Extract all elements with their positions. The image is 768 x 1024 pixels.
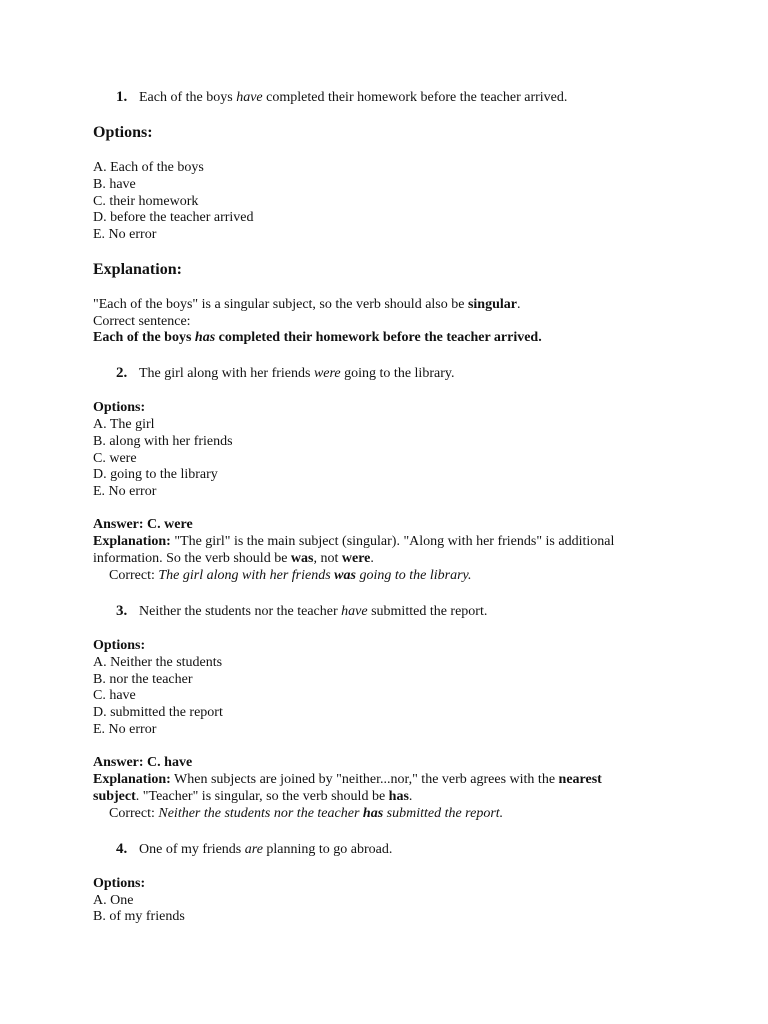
option-item: E. No error [93, 484, 157, 499]
option-item: A. Neither the students [93, 655, 223, 670]
answer: Answer: C. have [93, 755, 193, 770]
question-error-word: were [313, 366, 341, 381]
question-number: 1. [116, 89, 128, 105]
option-item: E. No error [93, 722, 157, 737]
option-item: B. of my friends [93, 909, 185, 924]
option-item: C. have [93, 688, 136, 703]
answer: Answer: C. were [93, 517, 193, 532]
option-item: A. One [93, 893, 134, 908]
explanation-text [93, 788, 412, 805]
explanation-text-part: When subjects are joined by "neither...nor," the verb agrees with the [170, 772, 559, 787]
question-error-word: have [341, 604, 368, 619]
options-heading: Options: [93, 638, 146, 653]
explanation-text-part: . [516, 297, 521, 312]
explanation-text [93, 533, 614, 550]
option-item: B. have [93, 177, 136, 192]
explanation-label: Explanation: [93, 534, 171, 549]
question-text: submitted the report. [367, 604, 488, 619]
correct-text-part: Each of the boys [93, 330, 195, 345]
option-item: D. submitted the report [93, 705, 223, 720]
option-item: B. along with her friends [93, 434, 233, 449]
option-item: E. No error [93, 227, 157, 242]
question-number: 3. [116, 603, 128, 619]
correct-verb: has [194, 330, 216, 345]
option-item: D. going to the library [93, 467, 218, 482]
question-number: 4. [116, 841, 128, 857]
option-item: D. before the teacher arrived [93, 210, 254, 225]
correct-sentence [93, 329, 542, 346]
explanation-text-part: "Each of the boys" is a singular subject, so the verb should also be [93, 297, 468, 312]
correct-sentence [109, 805, 503, 822]
question-text: Each of the boys [139, 90, 237, 105]
explanation-emphasis: were [341, 551, 371, 566]
explanation-text-part: "The girl" is the main subject (singular). "Along with her friends" is additional [170, 534, 615, 549]
correct-text-part: submitted the report. [383, 806, 504, 821]
option-item: B. nor the teacher [93, 672, 193, 687]
option-item: C. were [93, 451, 137, 466]
correct-sentence [109, 567, 471, 584]
question-2 [116, 365, 454, 382]
correct-text-part: going to the library. [355, 568, 472, 583]
question-text: The girl along with her friends [139, 366, 314, 381]
question-text: One of my friends [139, 842, 245, 857]
question-1 [116, 89, 567, 106]
question-text: completed their homework before the teacher arrived. [262, 90, 568, 105]
explanation-text [93, 296, 520, 313]
options-heading: Options: [93, 400, 146, 415]
correct-label: Correct: [109, 806, 159, 821]
explanation-text-part: . "Teacher" is singular, so the verb should be [135, 789, 389, 804]
explanation-text-part: . [408, 789, 413, 804]
explanation-label: Explanation: [93, 772, 171, 787]
correct-verb: has [362, 806, 384, 821]
correct-label: Correct: [109, 568, 159, 583]
options-heading: Options: [93, 124, 153, 141]
correct-text-part: Neither the students nor the teacher [158, 806, 363, 821]
question-text: planning to go abroad. [262, 842, 393, 857]
question-text: Neither the students nor the teacher [139, 604, 342, 619]
explanation-text-part: , not [313, 551, 342, 566]
explanation-emphasis: singular [467, 297, 517, 312]
option-item: A. Each of the boys [93, 160, 204, 175]
explanation-text [93, 771, 602, 788]
correct-verb: was [334, 568, 356, 583]
question-error-word: have [236, 90, 263, 105]
correct-text-part: The girl along with her friends [158, 568, 335, 583]
correct-sentence-label: Correct sentence: [93, 314, 191, 329]
question-number: 2. [116, 365, 128, 381]
options-heading: Options: [93, 876, 146, 891]
option-item: C. their homework [93, 194, 199, 209]
explanation-emphasis: has [388, 789, 409, 804]
question-3 [116, 603, 487, 620]
option-item: A. The girl [93, 417, 155, 432]
question-4 [116, 841, 392, 858]
explanation-emphasis: nearest [558, 772, 602, 787]
question-text: going to the library. [340, 366, 455, 381]
explanation-emphasis: subject [93, 789, 136, 804]
explanation-text-part: . [370, 551, 374, 566]
explanation-heading: Explanation: [93, 261, 182, 278]
explanation-emphasis: was [290, 551, 314, 566]
question-error-word: are [244, 842, 263, 857]
correct-text-part: completed their homework before the teacher arrived. [215, 330, 542, 345]
explanation-text [93, 550, 374, 567]
explanation-text-part: information. So the verb should be [93, 551, 291, 566]
